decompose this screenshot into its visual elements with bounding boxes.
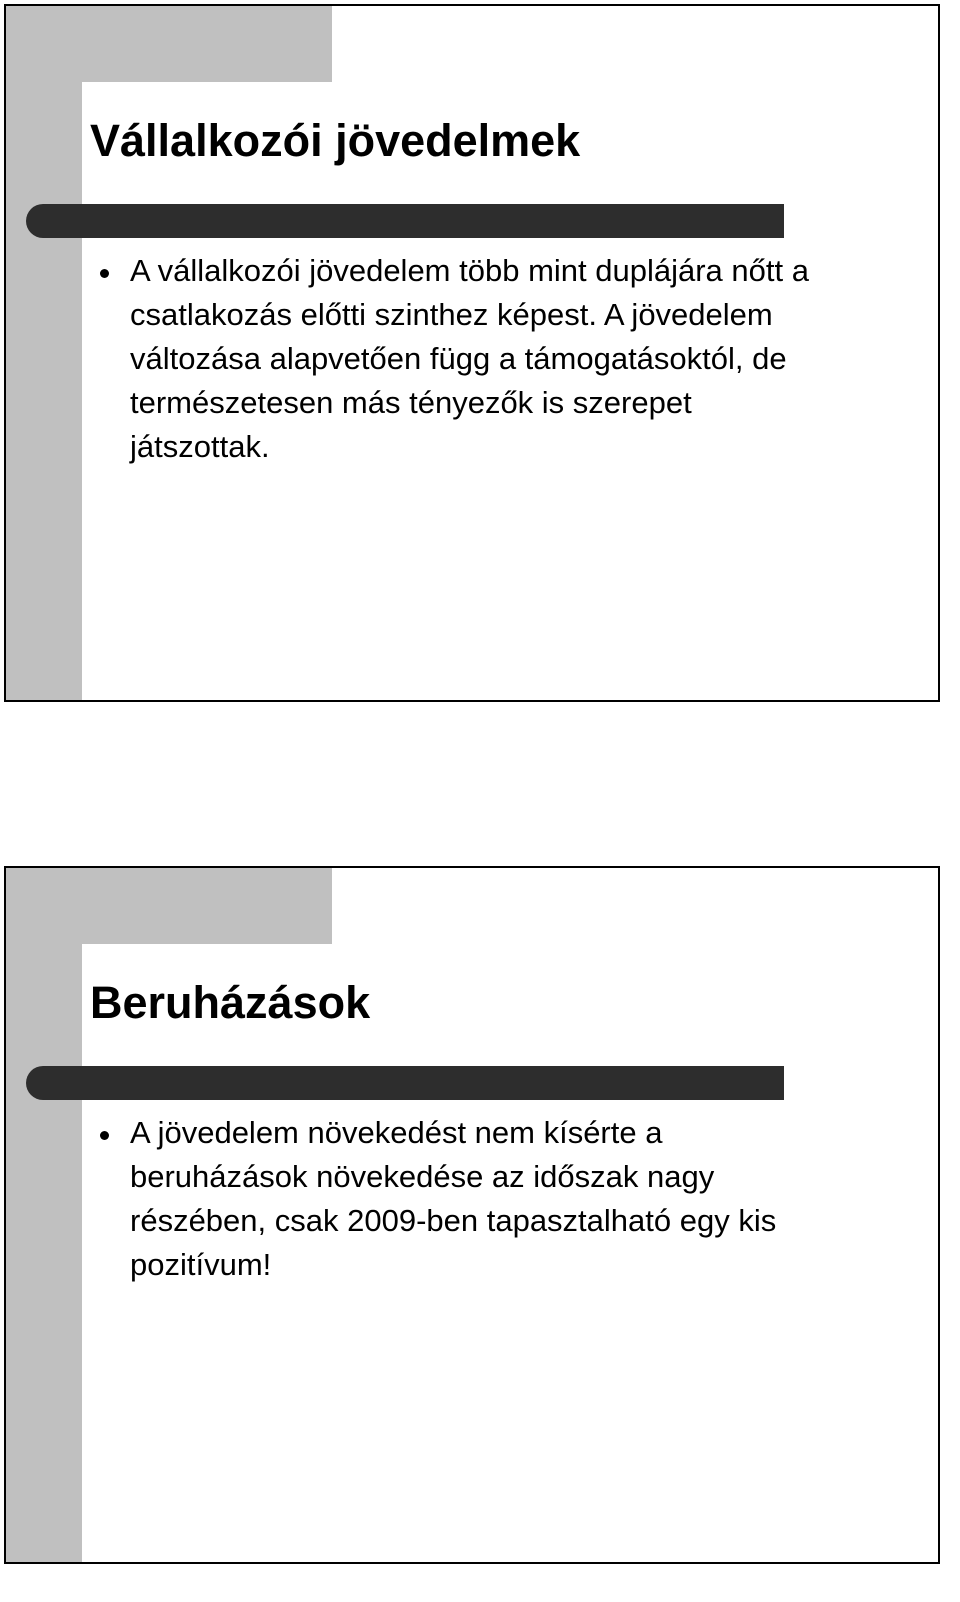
slide-title: Beruházások <box>90 977 371 1028</box>
title-divider-bar <box>26 1066 784 1100</box>
bullet-dot-icon <box>100 1131 109 1140</box>
slide-decoration-sidebar <box>6 868 82 1562</box>
bullet-item <box>130 1111 830 1287</box>
slide-title: Vállalkozói jövedelmek <box>90 115 581 166</box>
bullet-dot-icon <box>100 269 109 278</box>
bullet-text: A vállalkozói jövedelem több mint duplájára nőtt a csatlakozás előtti szinthez képest. A jövedelem változása alapvetően függ a támogatásoktól, de természetesen más tényezők is szerepet játszottak. <box>130 253 809 464</box>
bullet-item <box>130 249 830 469</box>
slide-2 <box>4 866 940 1564</box>
bullet-list <box>130 1111 830 1287</box>
bullet-text: A jövedelem növekedést nem kísérte a beruházások növekedése az időszak nagy részében, csak 2009-ben tapasztalható egy kis pozitívum! <box>130 1115 777 1282</box>
slide-1 <box>4 4 940 702</box>
bullet-list <box>130 249 830 469</box>
slide-decoration-sidebar <box>6 6 82 700</box>
title-divider-bar <box>26 204 784 238</box>
